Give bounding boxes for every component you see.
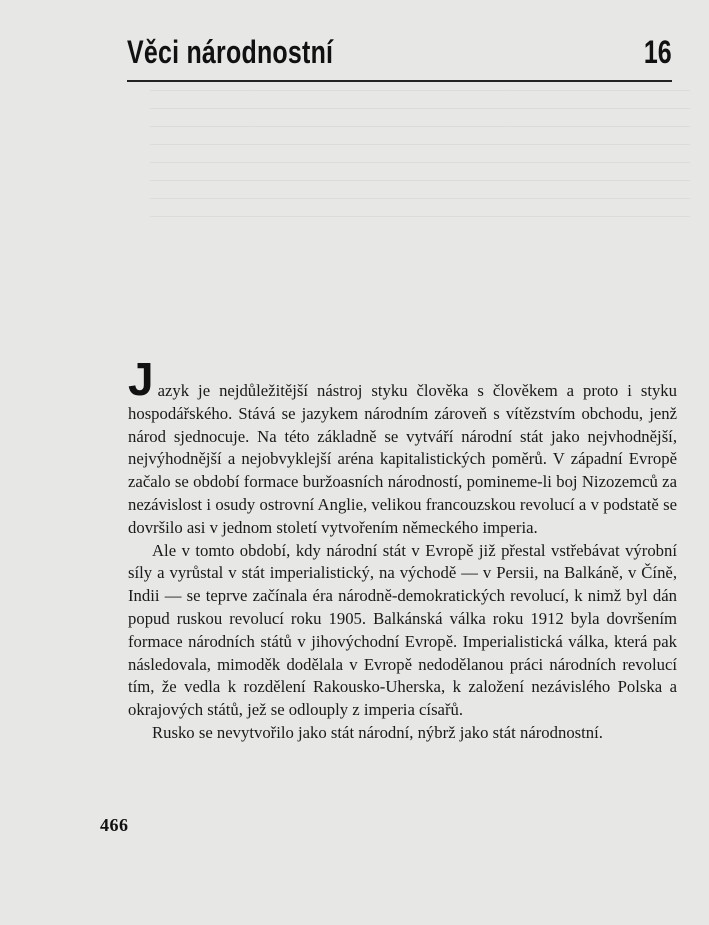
paragraph-2: Ale v tomto období, kdy národní stát v Evropě již přestal vstřebávat výrobní síly a vyrůstal v stát imperialistický, na východě — v Persii, na Balkáně, v Číně, Indii — se teprve začínala éra národně-demokratických revolucí, k nimž byl dán popud ruskou revolucí roku 1905. Balkánská válka roku 1912 byla dovršením formace národních států v jihovýchodní Evropě. Imperialistická válka, která pak následovala, mimoděk dodělala v Evropě nedodělanou práci národních revolucí tím, že vedla k rozdělení Rakousko-Uherska, k založení nezávislého Polska a okrajových států, jež se odlouply z imperia císařů. bbox=[128, 540, 677, 720]
show-through-texture bbox=[150, 90, 690, 230]
drop-cap: J bbox=[128, 353, 154, 405]
page-number: 466 bbox=[100, 815, 129, 835]
header-rule bbox=[127, 80, 672, 82]
chapter-number: 16 bbox=[644, 34, 672, 70]
running-head bbox=[127, 30, 672, 74]
body-text bbox=[128, 353, 677, 745]
paragraph-1 bbox=[128, 353, 677, 540]
paragraph-1-text: azyk je nejdůležitější nástroj styku člověka s člověkem a proto i styku hospodářského. Stává se jazykem národním zároveň s vítězstvím obchodu, jenž národ sjednocuje. Na této základně se vytváří národní stát jako nejvhodnější, nejvýhodnější a nejobvyklejší aréna kapitalistických poměrů. V západní Evropě začalo se období formace buržoasních národností, pomineme-li boj Nizozemců za nezávislost i osudy ostrovní Anglie, velikou francouzskou revolucí a v podstatě se dovršilo asi v jednom století vytvořením německého imperia. bbox=[128, 381, 677, 537]
chapter-title: Věci národnostní bbox=[127, 34, 334, 70]
paragraph-3: Rusko se nevytvořilo jako stát národní, nýbrž jako stát národnostní. bbox=[152, 722, 603, 742]
